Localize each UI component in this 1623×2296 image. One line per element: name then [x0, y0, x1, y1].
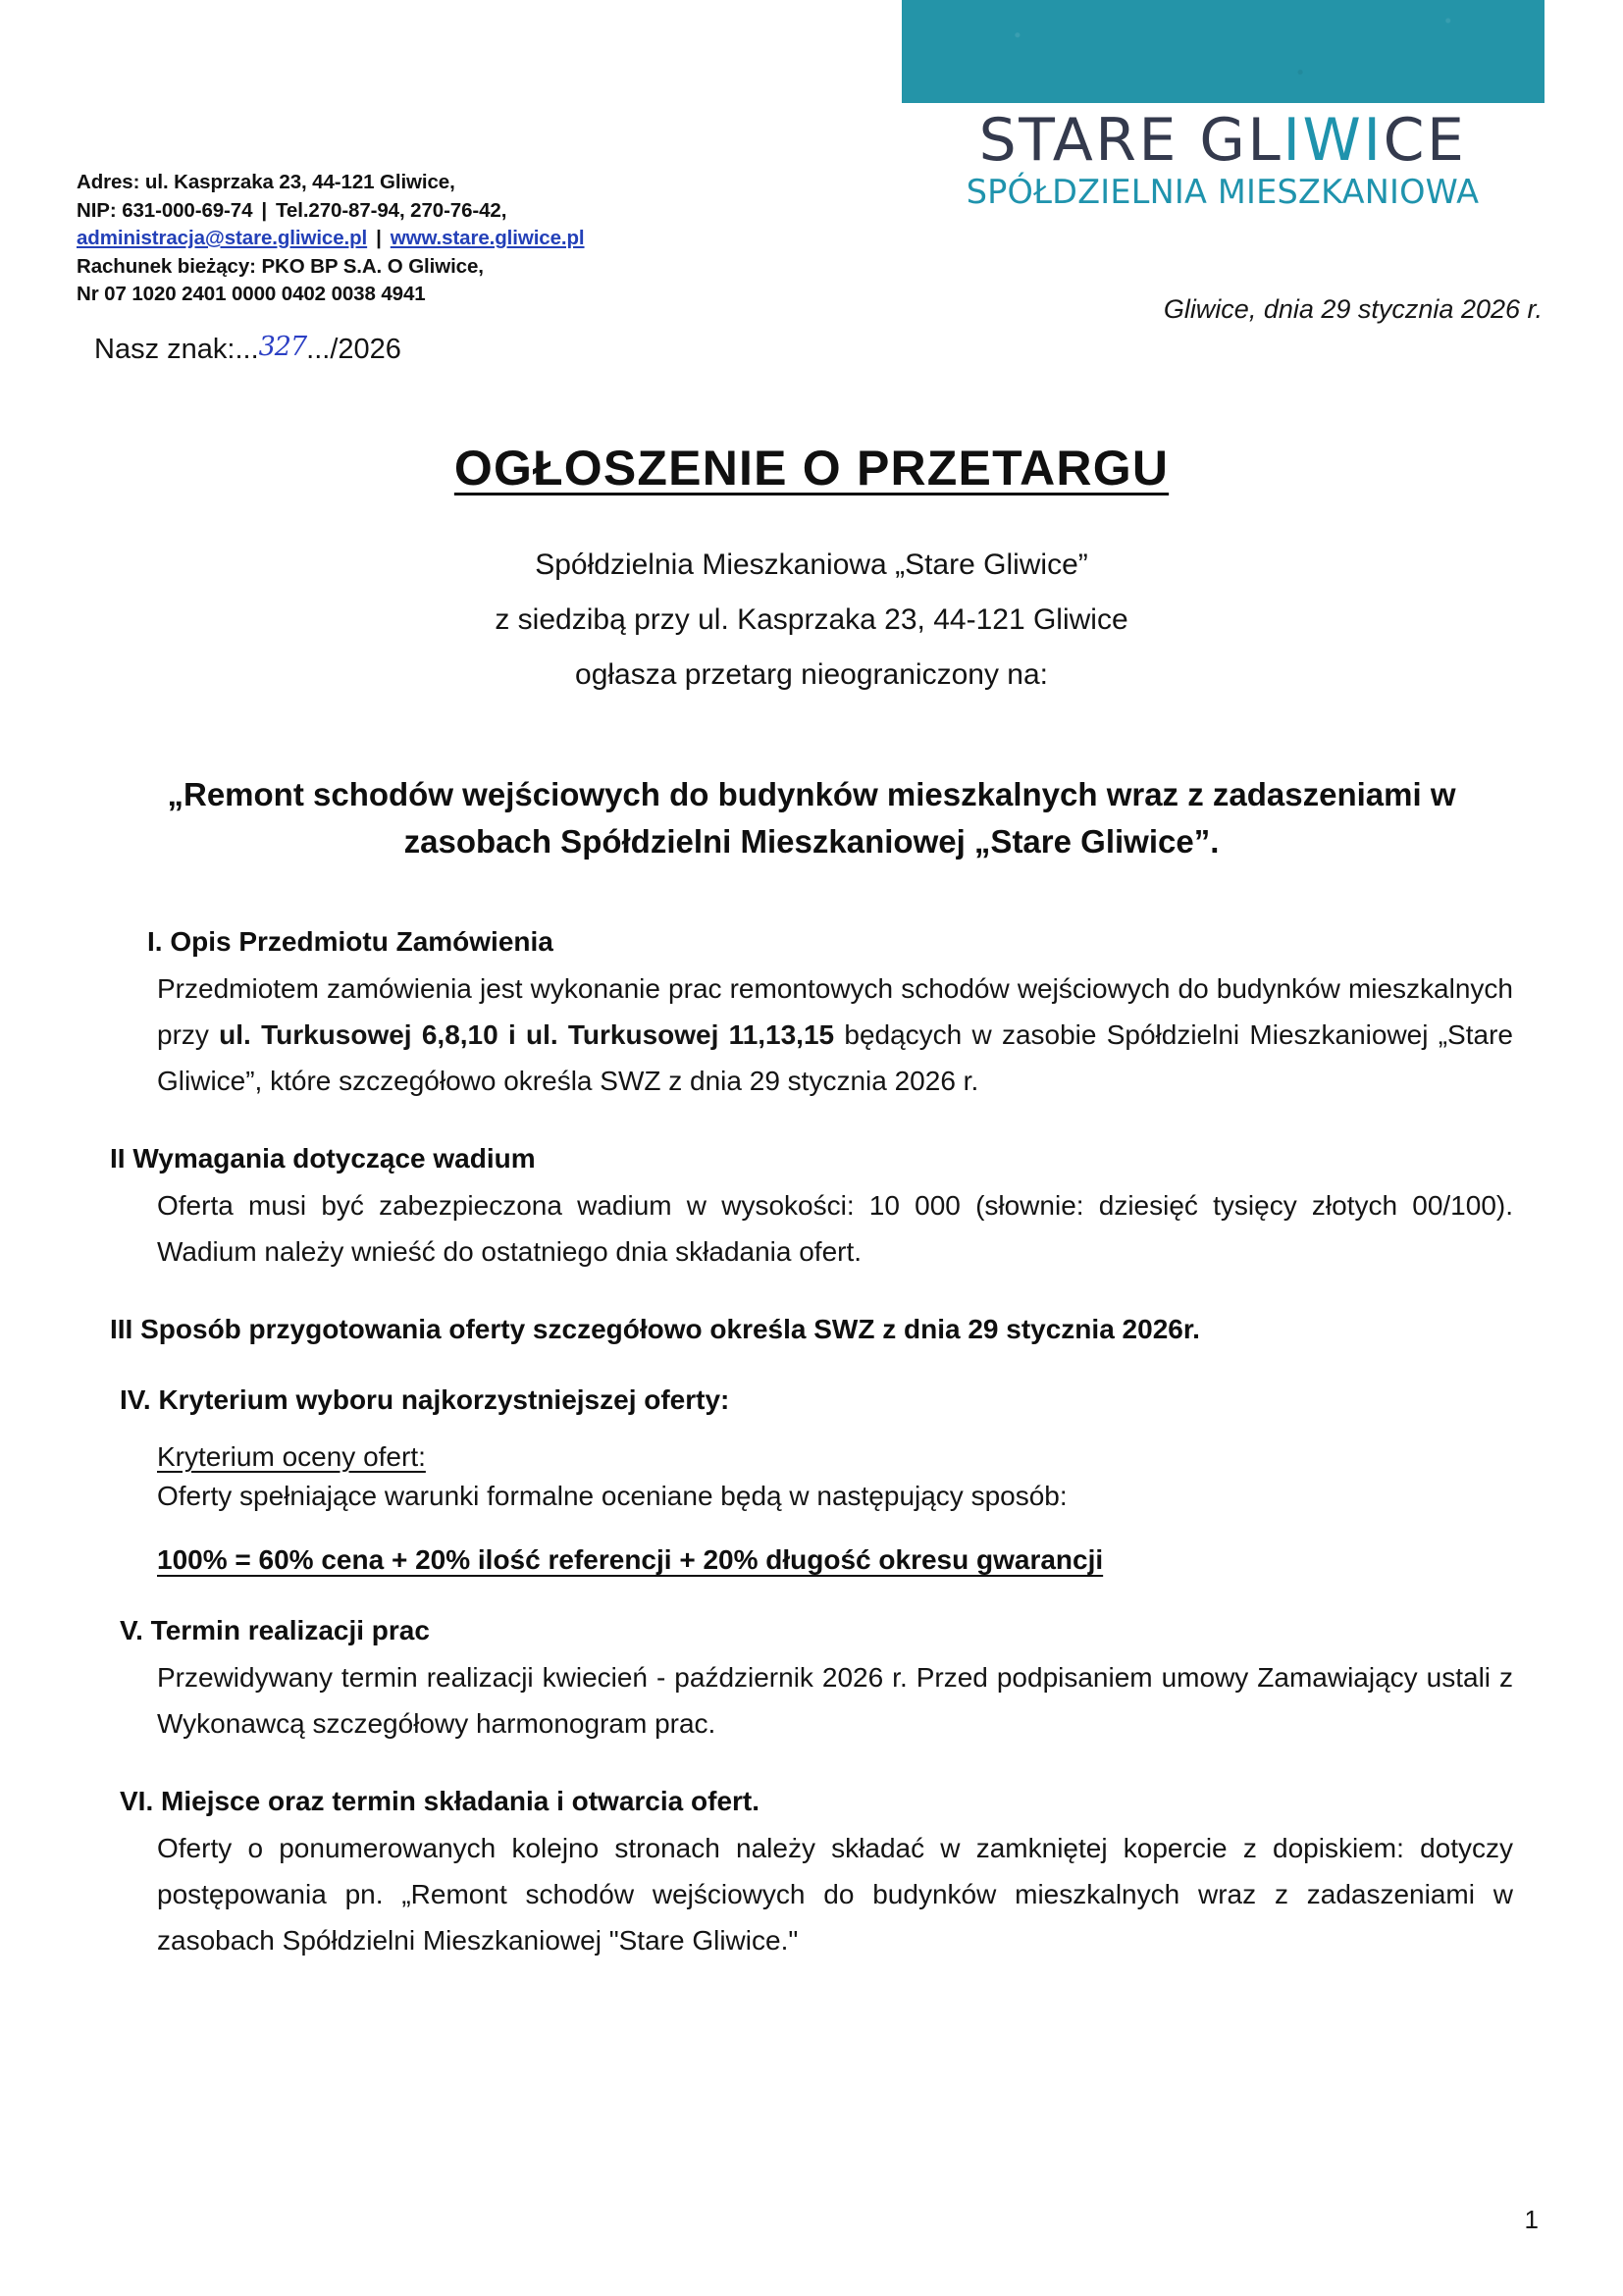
section-1-heading: I. Opis Przedmiotu Zamówienia: [147, 926, 553, 957]
page-title: OGŁOSZENIE O PRZETARGU: [453, 441, 1170, 496]
section-5-heading: V. Termin realizacji prac: [120, 1615, 430, 1645]
section-2-paragraph: Oferta musi być zabezpieczona wadium w wysokości: 10 000 (słownie: dziesięć tysięcy złotych 00/100). Wadium należy wnieść do ostatniego dnia składania ofert.: [157, 1190, 1513, 1267]
section-5-paragraph: Przewidywany termin realizacji kwiecień - październik 2026 r. Przed podpisaniem umowy Zamawiający ustali z Wykonawcą szczegółowy harmonogram prac.: [157, 1662, 1513, 1739]
logo-subtitle: SPÓŁDZIELNIA MIESZKANIOWA: [966, 173, 1480, 212]
address-separator-2: |: [376, 227, 382, 249]
section-1: [110, 926, 1513, 1104]
logo-title-part1: STARE GL: [978, 106, 1283, 175]
section-1-text-c: będących w zasobie Spółdzielni Mieszkaniowej „Stare Gliwice”, które szczegółowo określa SWZ z dnia 29 stycznia 2026 r.: [157, 1019, 1513, 1096]
section-3: [110, 1314, 1513, 1345]
section-4-heading: IV. Kryterium wyboru najkorzystniejszej oferty:: [120, 1384, 730, 1415]
section-4: [110, 1384, 1513, 1576]
evaluation-formula: 100% = 60% cena + 20% ilość referencji + 20% długość okresu gwarancji: [157, 1544, 1104, 1575]
reference-dots-after: ...: [306, 334, 331, 365]
logo-title-part2: CE: [1383, 106, 1467, 175]
reference-year: /2026: [330, 334, 401, 365]
section-2-heading: II Wymagania dotyczące wadium: [110, 1143, 536, 1174]
tender-subject: „Remont schodów wejściowych do budynków mieszkalnych wraz z zadaszeniami w zasobach Spółdzielni Mieszkaniowej „Stare Gliwice”.: [167, 776, 1456, 860]
logo-title: [899, 106, 1546, 175]
logo-teal-bar: [902, 0, 1544, 103]
nip-text: NIP: 631-000-69-74: [77, 198, 253, 222]
section-2: [110, 1143, 1513, 1275]
section-6: [110, 1786, 1513, 1963]
page-number: 1: [1524, 2205, 1539, 2234]
document-header: [0, 0, 1623, 365]
intro-block: [0, 538, 1623, 703]
address-line-nip-tel: [77, 197, 585, 226]
address-line-contact: [77, 225, 585, 253]
section-6-paragraph: Oferty o ponumerowanych kolejno stronach należy składać w zamkniętej kopercie z dopiskiem: dotyczy postępowania pn. „Remont schodów wejściowych do budynków mieszkalnych wraz z zadaszeniami w zasobach Spółdzielni Mieszkaniowej "Stare Gliwice.": [157, 1833, 1513, 1956]
reference-number-line: [94, 334, 401, 366]
reference-label: Nasz znak:: [94, 334, 236, 365]
intro-line-2: z siedzibą przy ul. Kasprzaka 23, 44-121 Gliwice: [495, 603, 1128, 636]
section-6-heading: VI. Miejsce oraz termin składania i otwarcia ofert.: [120, 1786, 760, 1816]
section-3-heading: III Sposób przygotowania oferty szczegółowo określa SWZ z dnia 29 stycznia 2026r.: [110, 1314, 1200, 1344]
document-date: Gliwice, dnia 29 stycznia 2026 r.: [1163, 294, 1543, 324]
section-5: [110, 1615, 1513, 1747]
section-1-text-a: Przedmiotem zamówienia jest wykonanie prac remontowych schodów wejściowych do budynków mieszkalnych przy: [157, 973, 1513, 1050]
website-link[interactable]: www.stare.gliwice.pl: [390, 227, 585, 249]
address-separator: |: [261, 198, 268, 222]
tel-text: Tel.270-87-94, 270-76-42,: [276, 198, 507, 222]
company-logo: [899, 0, 1546, 211]
address-line-street: Adres: ul. Kasprzaka 23, 44-121 Gliwice,: [77, 171, 455, 193]
email-link[interactable]: administracja@stare.gliwice.pl: [77, 227, 368, 249]
address-line-account: Nr 07 1020 2401 0000 0402 0038 4941: [77, 283, 426, 305]
company-address-block: [77, 169, 585, 309]
section-1-addresses: ul. Turkusowej 6,8,10 i ul. Turkusowej 11,13,15: [219, 1019, 835, 1050]
section-4-subheading-wrap: [110, 1441, 1513, 1473]
section-4-formula-wrap: [110, 1544, 1513, 1576]
address-line-bank: Rachunek bieżący: PKO BP S.A. O Gliwice,: [77, 254, 484, 278]
document-body: [110, 926, 1513, 1963]
intro-line-1: Spółdzielnia Mieszkaniowa „Stare Gliwice”: [535, 548, 1088, 581]
reference-handwritten-number: 327: [258, 332, 307, 362]
intro-line-3: ogłasza przetarg nieograniczony na:: [575, 658, 1048, 691]
section-4-paragraph: Oferty spełniające warunki formalne oceniane będą w następujący sposób:: [157, 1481, 1068, 1511]
logo-title-accent: IWI: [1283, 106, 1384, 175]
reference-dots-before: ...: [235, 334, 259, 365]
section-4-subheading: Kryterium oceny ofert:: [157, 1441, 426, 1472]
section-1-paragraph: [110, 965, 1513, 1104]
